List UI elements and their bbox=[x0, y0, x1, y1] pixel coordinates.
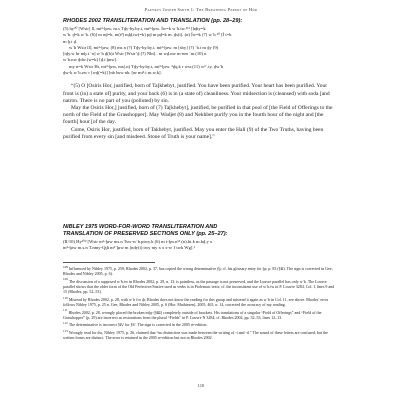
transliteration-line: (II/10) Hy¹⁰³ [Wsir m³-ḫrw ms.n Tsw-wʿb.ptwy.k (6) m t-ḫw.n¹¹ (n).bi.k m.bḏ.y x bbox=[63, 239, 213, 244]
footnote bbox=[63, 330, 339, 341]
footnote-number: 113 bbox=[63, 328, 68, 333]
translation-paragraph: May the Osiris Hor,] justified, born of (7) Ta[khebyt], justified, be purified in that pool of [the Field of Offerings to the north of the Field of the Grasshopper]. May Wadjet (8) and Nekhbet purify you in the fourth hour of the night and [the fourth] hour [of the day. bbox=[63, 104, 333, 126]
footnote bbox=[63, 297, 339, 308]
footnote bbox=[63, 310, 339, 321]
footnote-text: Misread by Rhodes 2002, p. 28, with wʿb for ḏr. Rhodes does not know the reading for this group and misread it again as wʿb in Col. 11, see above. Rhodes’ error follows Nibley 1975, p. 25 n. Gee, Rhodes and Nibley 2005, p. 6 (Hor. Mathiesen). 2005, 465, n. 14, corrected the accuracy of my reading. bbox=[63, 296, 329, 308]
footnote-text: Influenced by Nibley 1975, p. 259; Rhodes 2002, p. 37, has copied the wrong determinative (ḫ; cf. his glossary entry for ḫy, p. 83 (§Ⅱ). The sign is corrected in Gee, Rhodes and Nibley 2005, p. 6). bbox=[63, 266, 333, 277]
transliteration-line: wʿb. ḏ=k wʿb. (6)] m nḏ=k, m(t³) nḏḏ.tw(=k) pḏ m pḏ=k m. ḏs(t). (n) Ïw=k (7) wʿb ³⁰ [Ï t=k bbox=[63, 32, 232, 38]
running-head: Papyrus Joseph Smith 1: The Breathing Permit of Hôr bbox=[144, 7, 258, 12]
footnote bbox=[63, 279, 339, 295]
transliteration-block bbox=[63, 239, 339, 252]
section-nibley-1975 bbox=[63, 224, 339, 252]
transliteration-block bbox=[63, 26, 339, 76]
footnote-number: 109 bbox=[63, 277, 68, 282]
transliteration-line: m ḫ.t ḏ. bbox=[63, 38, 78, 44]
section-heading: RHODES 2002 TRANSLITERATION AND TRANSLATION (pp. 28–29): bbox=[63, 18, 243, 24]
footnote bbox=[63, 266, 339, 277]
footnote-number: 112 bbox=[63, 321, 68, 326]
transliteration-line: m³-ḫrw m.s.n T.nmy-Qḏi m³ʿḫrw m [ndy(t) twy nty x x s-wʿf twk Wg].¹ bbox=[63, 245, 195, 251]
footnotes bbox=[63, 266, 339, 343]
footnote-text: The discussion of a supposed wʿb.tw in Rhodes 2002, p. 29, n. 13, is pointless, as the passage is not preserved, and the Louvre parallel has only wʿb. The Louvre parallel shows that the older form of the Old Perfective/Stative used as verbs is in Ptolemaic texts; cf. the inconsistent use of wʿb.tw in P. Louvre 3284, Col. I, lines 9 and 15 (Rhodes, pp. 52–53). bbox=[63, 278, 335, 295]
section-heading: TRANSLATION OF PRESERVED SECTIONS ONLY (pp. 25–27): bbox=[63, 231, 228, 237]
footnote-text: Rhodes 2002, p. 28, wrongly placed the broken mḫy (§Ⅲ) completely outside of brackets. His translations of a singular “Field of Offerings” and “Field of the Grasshopper” (p. 29) are incorrect as restorations from the plural “Fields” in P. Louvre N 3284, cf. Rhodes 2002, pp. 52–53, lines 12–13. bbox=[63, 309, 322, 320]
transliteration-line: wʿb.nw ḏdw.(w=k) [ḏ.t ḫnw]. bbox=[63, 57, 118, 63]
transliteration-line: ḏw-k wʿb.zw r [wḏ(=k)] [nb bsw nb. [nr mt³.t m.w.k]. bbox=[63, 70, 162, 76]
footnote-text: The determinative is incorrect §Ⅳ for §Ⅴ. The sign is corrected in the 2005 re-edition. bbox=[68, 322, 208, 328]
footnote-number: 110 bbox=[63, 295, 68, 300]
transliteration-line: my n=k Wsir Hr, mt³-ḫrw, ms(.n) Tḏy-by.by.t, mt³-ḫrw. ³ḏq.k r wsr.(11) w³ʿ.ty, ḏwʿb bbox=[69, 63, 224, 69]
footnote-number: 111 bbox=[63, 308, 68, 313]
footnote bbox=[63, 322, 339, 327]
translation-block bbox=[63, 83, 339, 141]
section-rhodes-2002 bbox=[63, 18, 339, 141]
transliteration-line: (5) hy³⁰ [Wsir] ll, mt³-ḫrw, m.s Tḏy-by.by.t, mt³-ḫrw. Ïw=k wʿb.tw.³¹¹ [ḥḏty=k bbox=[63, 26, 206, 31]
transliteration-line: wʿb Wsir ll], mt³-ḫrw, (8) ms n (?) Tḏy-by.by.t, mt³-ḫrw. m [sby] (?) ʿb.t m ḏy (9) bbox=[69, 44, 219, 50]
translation-paragraph: “(5) O [Osiris Hor, justified, born of Ta]khebyt, justified. You have been purified. Your heart has been purified. Your front is (in) a state of] purity, and your back (6) is in (a state of) cleanliness. Your midsection is (cleansed) with soda [and natron. There is no part of you (polluted) by sin. bbox=[63, 83, 330, 104]
section-heading: NIBLEY 1975 WORD-FOR-WORD TRANSLITERATION AND bbox=[63, 224, 218, 230]
footnote-number: 108 bbox=[63, 264, 68, 269]
page-number: 110 bbox=[197, 383, 205, 388]
footnote-rule bbox=[63, 262, 155, 263]
translation-paragraph: Come, Osiris Hor, justified, born of Takhebyt, justified. May you enter the Hall (9) of the Two Truths, having been purified from every sin [and misdeed. Stone of Truth is your name].” bbox=[63, 126, 324, 140]
transliteration-line: [tḏy.w hr mḫ.t ʿn] wʿb ḏ(h)t Wsir [Wsir’ḏ (?) Nbt].. m wḏ.nw m-nm ʿm.(10) n bbox=[63, 51, 207, 57]
footnote-text: Wrongly read for dw, Nibley 1975, p. 26, claimed that “no distinction was made between the writing of -t and -d.” The sound of these letters are confused, but the written forms are distinct. The error is retained in the 2005 re-edition but not in Rhodes 2002. bbox=[63, 329, 328, 341]
